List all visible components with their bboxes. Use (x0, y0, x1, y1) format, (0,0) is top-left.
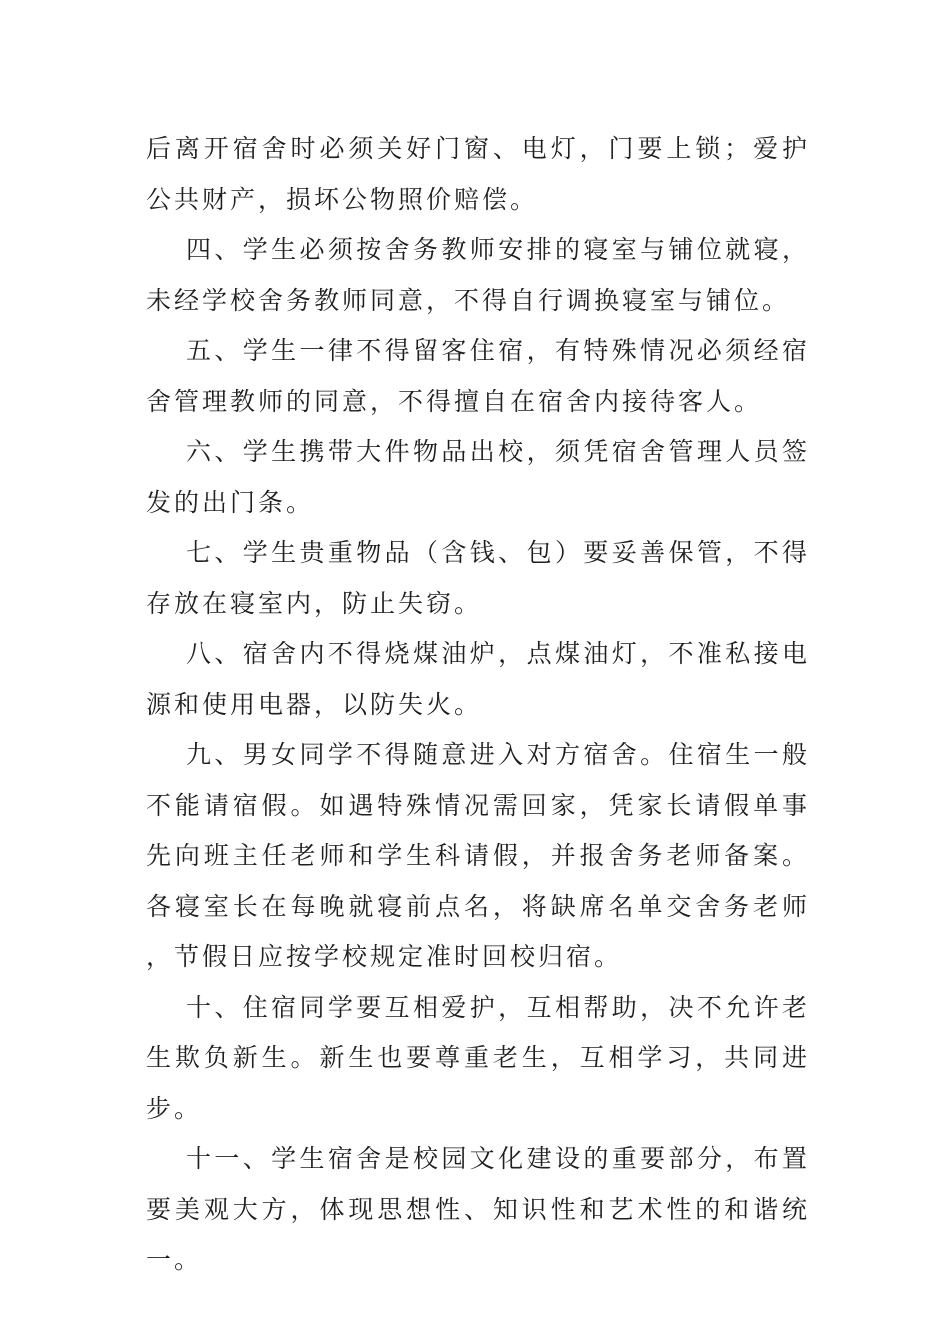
paragraph-rule-8: 八、宿舍内不得烧煤油炉，点煤油灯，不准私接电源和使用电器，以防失火。 (146, 639, 810, 719)
document-body (146, 124, 810, 1286)
paragraph-rule-5: 五、学生一律不得留客住宿，有特殊情况必须经宿舍管理教师的同意，不得擅自在宿舍内接待客人。 (146, 336, 810, 416)
paragraph-rule-7: 七、学生贵重物品（含钱、包）要妥善保管，不得存放在寝室内，防止失窃。 (146, 538, 810, 618)
paragraph-rule-6: 六、学生携带大件物品出校，须凭宿舍管理人员签发的出门条。 (146, 437, 810, 517)
paragraph-rule-10: 十、住宿同学要互相爱护，互相帮助，决不允许老生欺负新生。新生也要尊重老生，互相学习，共同进步。 (146, 992, 810, 1123)
paragraph-continued: 后离开宿舍时必须关好门窗、电灯，门要上锁；爱护公共财产，损坏公物照价赔偿。 (146, 134, 810, 214)
paragraph-rule-9: 九、男女同学不得随意进入对方宿舍。住宿生一般不能请宿假。如遇特殊情况需回家，凭家长请假单事先向班主任老师和学生科请假，并报舍务老师备案。各寝室长在每晚就寝前点名，将缺席名单交舍务老师，节假日应按学校规定准时回校归宿。 (146, 740, 810, 971)
paragraph-rule-4: 四、学生必须按舍务教师安排的寝室与铺位就寝，未经学校舍务教师同意，不得自行调换寝室与铺位。 (146, 235, 810, 315)
paragraph-rule-11: 十一、学生宿舍是校园文化建设的重要部分，布置要美观大方，体现思想性、知识性和艺术性的和谐统一。 (146, 1144, 810, 1274)
